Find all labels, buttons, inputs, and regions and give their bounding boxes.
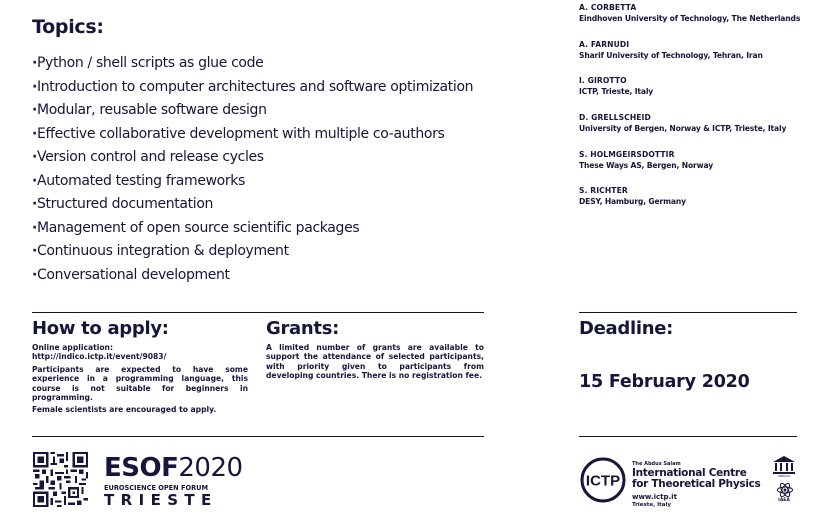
deadline-heading: Deadline: <box>579 318 674 339</box>
grants-heading: Grants: <box>266 318 340 339</box>
topic-item: · Modular, reusable software design <box>32 102 552 126</box>
apply-section <box>32 343 248 415</box>
topic-item: · Structured documentation <box>32 196 552 220</box>
lecturer-affiliation: University of Bergen, Norway & ICTP, Trieste, Italy <box>579 124 787 134</box>
lecturer-name: A. FARNUDI <box>579 39 630 49</box>
lecturer-affiliation: Eindhoven University of Technology, The Netherlands <box>579 14 801 23</box>
ictp-url[interactable]: www.ictp.it <box>632 493 677 501</box>
esof-city: TRIESTE <box>104 491 218 509</box>
topic-list <box>32 55 552 290</box>
ictp-abdus-salam: The Abdus Salam <box>632 461 681 467</box>
lecturer-name: D. GRELLSCHEID <box>579 113 651 123</box>
apply-heading: How to apply: <box>32 318 169 339</box>
lecturer-name: A. CORBETTA <box>579 3 637 12</box>
apply-requirements: Participants are expected to have some experience in a programming language, this course is not suitable for beginners in programming. <box>32 364 248 403</box>
apply-encouragement: Female scientists are encouraged to apply. <box>32 405 217 415</box>
esof-wordmark-es: ES <box>104 453 140 483</box>
qr-code-icon[interactable] <box>33 452 88 507</box>
lecturer-entry <box>579 3 824 40</box>
online-application-label: Online application: <box>32 343 113 352</box>
topics-heading: Topics: <box>32 16 104 38</box>
topic-item: · Management of open source scientific packages <box>32 220 552 244</box>
ictp-city: Trieste, Italy <box>632 502 671 508</box>
esof-subtitle: EUROSCIENCE OPEN FORUM <box>104 484 209 492</box>
lecturer-affiliation: These Ways AS, Bergen, Norway <box>579 160 714 170</box>
unesco-label: UNESCO <box>777 474 791 478</box>
unesco-emblem-icon <box>771 455 797 475</box>
application-link[interactable]: http://indico.ictp.it/event/9083/ <box>32 352 167 362</box>
esof-wordmark-f: F <box>161 453 179 483</box>
ictp-name-line2: for Theoretical Physics <box>632 478 761 490</box>
lecturer-affiliation: DESY, Hamburg, Germany <box>579 197 686 207</box>
esof-wordmark-year: 2020 <box>178 453 243 483</box>
lecturer-affiliation: ICTP, Trieste, Italy <box>579 87 654 97</box>
bottom-divider-right <box>579 436 797 437</box>
esof-logo <box>104 453 243 509</box>
grants-text: A limited number of grants are available to support the attendance of selected participants, with priority given to participants from developing countries. There is no registration fee. <box>266 343 484 381</box>
lecturer-affiliation: Sharif University of Technology, Tehran, Iran <box>579 50 763 60</box>
iaea-label: IAEA <box>778 498 790 503</box>
lecturer-entry <box>579 76 824 113</box>
ictp-name-line1: International Centre <box>632 467 747 479</box>
topic-item: · Automated testing frameworks <box>32 173 552 197</box>
top-divider-right <box>579 312 797 313</box>
ictp-text-block <box>632 461 772 509</box>
topic-item: · Effective collaborative development with multiple co-authors <box>32 126 552 150</box>
esof-wordmark <box>104 453 243 483</box>
topic-item: · Introduction to computer architectures and software optimization <box>32 79 552 103</box>
lecturer-entry <box>579 186 824 223</box>
topic-item: · Python / shell scripts as glue code <box>32 55 552 79</box>
bottom-divider-left <box>32 436 484 437</box>
lecturer-entry <box>579 150 824 187</box>
topic-item: · Version control and release cycles <box>32 149 552 173</box>
lecturer-name: I. GIROTTO <box>579 76 627 86</box>
lecturer-name: S. HOLMGEIRSDOTTIR <box>579 149 675 159</box>
lecturer-entry <box>579 113 824 150</box>
top-divider-left <box>32 312 484 313</box>
ictp-logo-icon <box>579 456 627 504</box>
topic-item: · Continuous integration & deployment <box>32 243 552 267</box>
lecturer-entry <box>579 40 824 77</box>
deadline-date: 15 February 2020 <box>579 372 750 392</box>
lecturer-name: S. RICHTER <box>579 186 628 196</box>
iaea-emblem-icon <box>776 482 794 498</box>
ictp-abbrev: ICTP <box>585 472 621 490</box>
esof-wordmark-o: O <box>139 453 162 483</box>
lecturer-list <box>579 3 824 223</box>
topic-item: · Conversational development <box>32 267 552 291</box>
